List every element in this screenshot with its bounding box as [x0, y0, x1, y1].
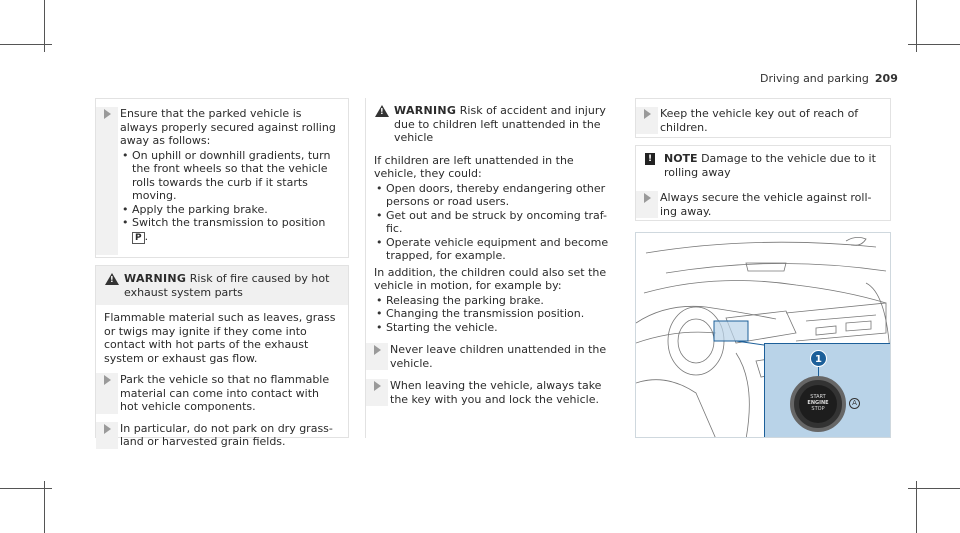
bullet-list: [374, 182, 612, 263]
warning-text: If children are left unattended in the vehicle, they could:: [374, 153, 574, 180]
crop-mark: [916, 481, 917, 533]
section-title: Driving and parking: [760, 72, 869, 85]
step-arrow-icon: [104, 424, 111, 434]
step-text: In particular, do not park on dry grass-land or harvested grain fields.: [120, 421, 333, 448]
crop-mark: [44, 0, 45, 52]
start-stop-button-face: [799, 385, 837, 423]
step-arrow-icon: [104, 375, 111, 385]
instruction-step: [366, 343, 612, 370]
note-label: NOTE: [664, 152, 698, 165]
warning-box: [95, 265, 349, 448]
warning-title: Risk of fire caused by hot exhaust system parts: [124, 272, 330, 299]
step-arrow-icon: [644, 193, 651, 203]
page-number: 209: [874, 72, 898, 85]
step-text: Park the vehicle so that no flammable material can come into contact with hot vehicle components.: [120, 373, 330, 413]
button-label-stop: STOP: [811, 406, 825, 412]
note-title: Damage to the vehicle due to it rolling away: [664, 152, 876, 179]
step-arrow-icon: [104, 109, 111, 119]
warning-header: [366, 98, 620, 151]
eco-start-stop-icon: A: [849, 398, 860, 409]
bullet-list: [374, 294, 612, 335]
page-header: [760, 72, 898, 86]
note-exclamation-icon: !: [645, 153, 655, 165]
step-text: Ensure that the parked vehicle is always properly secured against rolling away as follows:: [120, 107, 336, 147]
step-text: Keep the vehicle key out of reach of children.: [660, 107, 859, 134]
list-item: • On uphill or downhill gradients, turn the front wheels so that the vehicle rolls towards the curb if it starts moving.: [120, 149, 340, 203]
instruction-box: [95, 98, 349, 258]
warning-label: WARNING: [124, 272, 187, 285]
step-arrow-icon: [374, 381, 381, 391]
list-item: • Starting the vehicle.: [374, 321, 612, 335]
bullet-list: [120, 149, 340, 244]
crop-mark: [916, 0, 917, 52]
list-item: • Changing the transmission position.: [374, 307, 612, 321]
list-item: • Apply the parking brake.: [120, 203, 340, 217]
instruction-step: [636, 191, 890, 218]
instruction-step: [636, 107, 882, 134]
button-label-start: START: [810, 394, 826, 400]
step-arrow-icon: [644, 109, 651, 119]
step-text: Never leave children unattended in the vehicle.: [390, 343, 607, 370]
callout-number-1: 1: [810, 350, 827, 367]
gear-position-icon: P: [132, 232, 145, 244]
instruction-step: [96, 373, 340, 414]
warning-triangle-icon: [375, 105, 389, 117]
note-box: [635, 145, 891, 221]
step-arrow-icon: [374, 345, 381, 355]
instruction-step: [96, 422, 340, 449]
list-item: • Open doors, thereby endangering other persons or road users.: [374, 182, 612, 209]
step-text: When leaving the vehicle, always take the key with you and lock the vehicle.: [390, 379, 602, 406]
crop-mark: [44, 481, 45, 533]
list-item: • Get out and be struck by oncoming traf-fic.: [374, 209, 612, 236]
warning-triangle-icon: [105, 273, 119, 285]
vehicle-interior-illustration: [635, 232, 891, 438]
step-text: Always secure the vehicle against roll-ing away.: [660, 191, 872, 218]
warning-title: Risk of accident and injury due to children left unattended in the vehicle: [394, 104, 606, 144]
warning-header: [96, 266, 348, 305]
instruction-step: [96, 107, 340, 244]
instruction-box: [635, 98, 891, 138]
warning-text: Flammable material such as leaves, grass or twigs may ignite if they come into contact with hot parts of the exhaust system or exhaust gas flow.: [104, 311, 336, 365]
warning-box: [365, 98, 620, 438]
list-item: • Releasing the parking brake.: [374, 294, 612, 308]
list-item: • Switch the transmission to position P .: [120, 216, 340, 244]
button-label-engine: ENGINE: [807, 400, 829, 406]
warning-text: In addition, the children could also set the vehicle in motion, for example by:: [374, 265, 607, 292]
instruction-step: [366, 379, 612, 406]
list-item: • Operate vehicle equipment and become trapped, for example.: [374, 236, 612, 263]
warning-label: WARNING: [394, 104, 457, 117]
note-header: [636, 146, 890, 185]
